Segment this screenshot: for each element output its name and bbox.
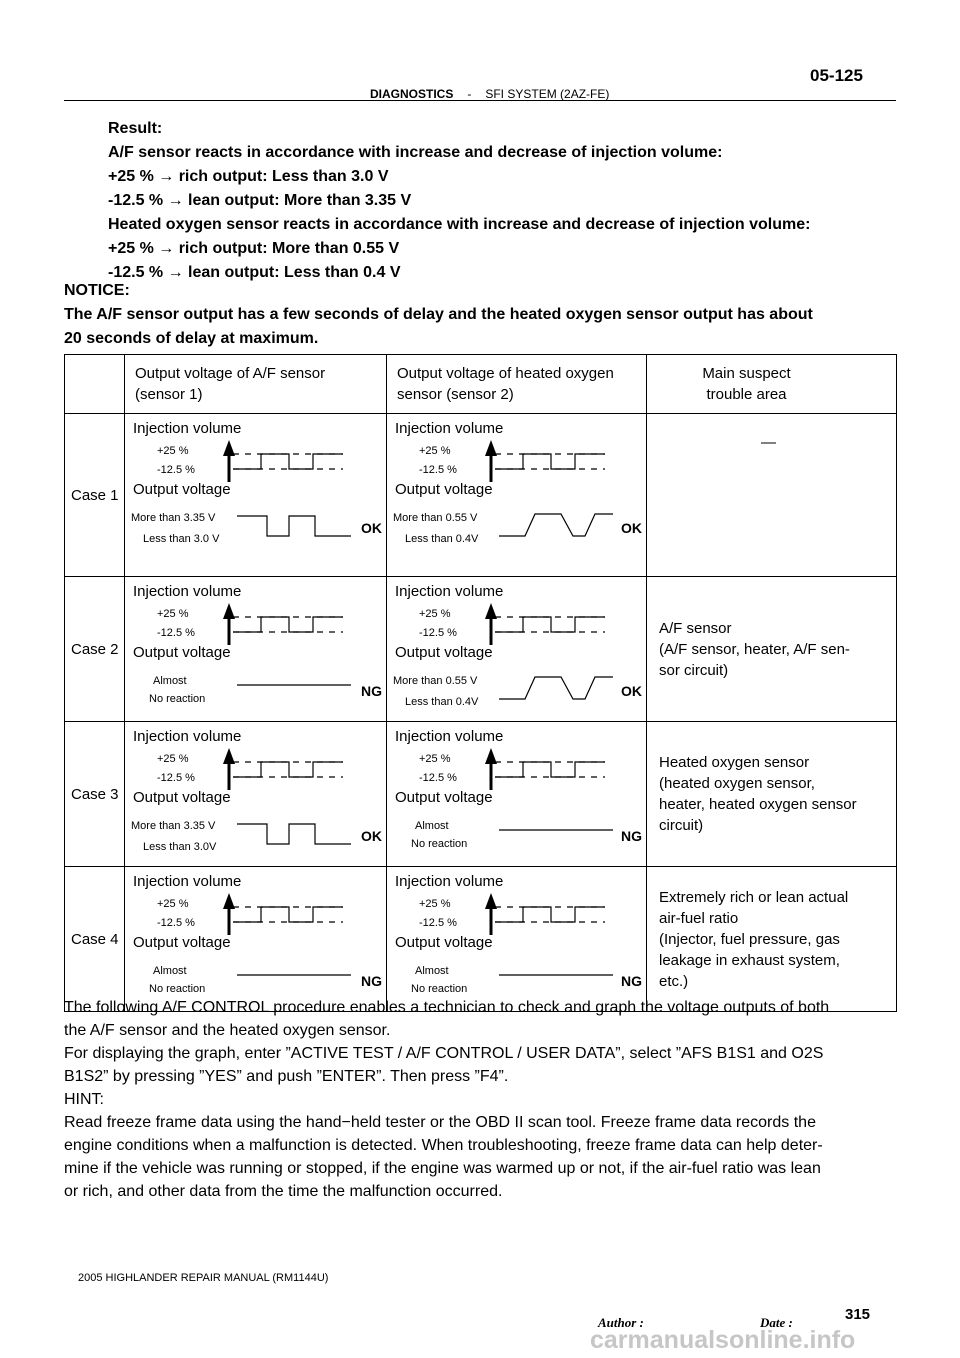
injection-waveform (481, 748, 621, 792)
plus25-label: +25 % (419, 608, 451, 620)
injection-volume-label: Injection volume (395, 728, 504, 745)
injection-volume-label: Injection volume (133, 728, 242, 745)
almost-label: Almost (415, 965, 449, 977)
case-header-cell (65, 355, 125, 414)
body-line: mine if the vehicle was running or stopped, if the engine was warmed up or not, if the air-fuel ratio was lean (64, 1160, 821, 1177)
af-cell (125, 414, 387, 577)
flat-output-line (497, 818, 637, 848)
minus12-label: -12.5 % (419, 464, 457, 476)
ho2-output-waveform (497, 510, 637, 540)
author-label: Author : (598, 1315, 644, 1330)
running-header (370, 87, 609, 101)
low-voltage-label: Less than 0.4V (405, 533, 479, 545)
section-title: DIAGNOSTICS (370, 87, 454, 101)
af-header-cell (125, 355, 387, 414)
injection-volume-label: Injection volume (133, 420, 242, 437)
result-line: -12.5 % → lean output: Less than 0.4 V (108, 264, 401, 281)
case-label: Case 3 (65, 722, 125, 867)
no-reaction-label: No reaction (149, 983, 206, 995)
ho2-header-line: sensor (sensor 2) (397, 386, 514, 403)
manual-footer: 2005 HIGHLANDER REPAIR MANUAL (RM1144U) (78, 1272, 329, 1284)
suspect-line: heater, heated oxygen sensor (659, 796, 857, 813)
low-voltage-label: Less than 3.0V (143, 841, 217, 853)
table-header-row (65, 355, 897, 414)
table-row (65, 414, 897, 577)
minus12-label: -12.5 % (419, 772, 457, 784)
case-label: Case 2 (65, 577, 125, 722)
table-row (65, 722, 897, 867)
verdict-ng: NG (621, 973, 642, 989)
injection-volume-label: Injection volume (395, 420, 504, 437)
injection-waveform (481, 603, 621, 647)
result-line: +25 % → rich output: More than 0.55 V (108, 240, 400, 257)
output-voltage-label: Output voltage (133, 481, 231, 498)
no-reaction-label: No reaction (411, 983, 468, 995)
minus12-label: -12.5 % (419, 627, 457, 639)
injection-waveform (481, 440, 621, 484)
af-header-line: (sensor 1) (135, 386, 203, 403)
suspect-line: air-fuel ratio (659, 909, 739, 927)
high-voltage-label: More than 0.55 V (393, 512, 478, 524)
suspect-line: (heated oxygen sensor, (659, 775, 815, 792)
output-voltage-label: Output voltage (395, 789, 493, 806)
high-voltage-label: More than 0.55 V (393, 675, 478, 687)
af-cell (125, 722, 387, 867)
plus25-label: +25 % (419, 445, 451, 457)
ho2-header-cell (387, 355, 647, 414)
notice-line: The A/F sensor output has a few seconds of delay and the heated oxygen sensor output has about (64, 306, 813, 323)
output-voltage-label: Output voltage (133, 934, 231, 951)
body-line: or rich, and other data from the time the malfunction occurred. (64, 1183, 503, 1200)
body-line: Read freeze frame data using the hand−held tester or the OBD II scan tool. Freeze frame data records the (64, 1114, 816, 1131)
suspect-cell (647, 867, 897, 1012)
injection-waveform (219, 603, 359, 647)
high-voltage-label: More than 3.35 V (131, 512, 216, 524)
flat-output-line (235, 673, 375, 703)
table-row (65, 577, 897, 722)
result-block (108, 117, 810, 285)
plus25-label: +25 % (157, 898, 189, 910)
af-output-waveform (235, 510, 375, 540)
case-label: Case 1 (65, 414, 125, 577)
injection-waveform (219, 748, 359, 792)
table-row (65, 867, 897, 1012)
no-reaction-label: No reaction (411, 838, 468, 850)
injection-volume-label: Injection volume (133, 583, 242, 600)
suspect-cell (647, 722, 897, 867)
high-voltage-label: More than 3.35 V (131, 820, 216, 832)
body-line: the A/F sensor and the heated oxygen sensor. (64, 1022, 391, 1039)
ho2-output-waveform (497, 673, 637, 703)
suspect-cell (647, 577, 897, 722)
ho2-cell (387, 414, 647, 577)
result-line: Result: (108, 120, 163, 137)
injection-waveform (481, 893, 621, 937)
output-voltage-label: Output voltage (395, 934, 493, 951)
ho2-cell (387, 722, 647, 867)
page-number: 05-125 (810, 66, 863, 85)
suspect-line: leakage in exhaust system, (659, 951, 840, 969)
verdict-ok: OK (621, 520, 642, 536)
injection-volume-label: Injection volume (395, 583, 504, 600)
suspect-header-line: Main suspect (702, 365, 791, 382)
suspect-header-cell (647, 355, 897, 414)
result-line: Heated oxygen sensor reacts in accordance with increase and decrease of injection volume: (108, 216, 811, 233)
watermark: carmanualsonline.info (590, 1326, 856, 1354)
suspect-line: (Injector, fuel pressure, gas (659, 930, 840, 948)
header-separator: - (467, 87, 472, 101)
notice-line: 20 seconds of delay at maximum. (64, 330, 319, 347)
result-line: -12.5 % → lean output: More than 3.35 V (108, 192, 412, 209)
body-line: For displaying the graph, enter ”ACTIVE TEST / A/F CONTROL / USER DATA”, select ”AFS B1S1 and O2S (64, 1045, 824, 1062)
minus12-label: -12.5 % (157, 917, 195, 929)
suspect-line: (A/F sensor, heater, A/F sen- (659, 640, 850, 658)
body-paragraph (64, 996, 898, 1203)
injection-volume-label: Injection volume (133, 873, 242, 890)
injection-waveform (219, 893, 359, 937)
date-label: Date : (760, 1315, 793, 1330)
verdict-ok: OK (621, 683, 642, 699)
ho2-cell (387, 867, 647, 1012)
af-cell (125, 577, 387, 722)
result-line: +25 % → rich output: Less than 3.0 V (108, 168, 389, 185)
body-line: The following A/F CONTROL procedure enables a technician to check and graph the voltage outputs of both (64, 999, 830, 1016)
minus12-label: -12.5 % (419, 917, 457, 929)
minus12-label: -12.5 % (157, 627, 195, 639)
suspect-cell: — (647, 414, 897, 577)
case-label: Case 4 (65, 867, 125, 1012)
af-cell (125, 867, 387, 1012)
injection-waveform (219, 440, 359, 484)
verdict-ng: NG (361, 683, 382, 699)
suspect-header-line: trouble area (706, 386, 787, 403)
diagnosis-table (64, 354, 897, 1012)
hint-heading: HINT: (64, 1091, 104, 1108)
plus25-label: +25 % (419, 753, 451, 765)
notice-heading: NOTICE: (64, 282, 130, 299)
plus25-label: +25 % (157, 608, 189, 620)
flat-output-line (235, 963, 375, 993)
verdict-ng: NG (361, 973, 382, 989)
body-line: engine conditions when a malfunction is detected. When troubleshooting, freeze frame data can help deter- (64, 1137, 823, 1154)
output-voltage-label: Output voltage (395, 644, 493, 661)
low-voltage-label: Less than 0.4V (405, 696, 479, 708)
notice-block (64, 279, 904, 351)
suspect-line: Heated oxygen sensor (659, 754, 810, 771)
verdict-ok: OK (361, 520, 382, 536)
plus25-label: +25 % (157, 753, 189, 765)
output-voltage-label: Output voltage (133, 789, 231, 806)
flat-output-line (497, 963, 637, 993)
output-voltage-label: Output voltage (395, 481, 493, 498)
suspect-line: circuit) (659, 817, 704, 834)
plus25-label: +25 % (419, 898, 451, 910)
suspect-line: A/F sensor (659, 619, 732, 637)
body-line: B1S2” by pressing ”YES” and push ”ENTER”. Then press ”F4”. (64, 1068, 509, 1085)
ho2-header-line: Output voltage of heated oxygen (397, 365, 614, 382)
af-output-waveform (235, 818, 375, 848)
minus12-label: -12.5 % (157, 464, 195, 476)
plus25-label: +25 % (157, 445, 189, 457)
suspect-line: etc.) (659, 972, 689, 990)
almost-label: Almost (153, 675, 187, 687)
header-rule (64, 100, 896, 101)
output-voltage-label: Output voltage (133, 644, 231, 661)
result-line: A/F sensor reacts in accordance with increase and decrease of injection volume: (108, 144, 723, 161)
low-voltage-label: Less than 3.0 V (143, 533, 220, 545)
injection-volume-label: Injection volume (395, 873, 504, 890)
almost-label: Almost (415, 820, 449, 832)
verdict-ng: NG (621, 828, 642, 844)
af-header-line: Output voltage of A/F sensor (135, 365, 326, 382)
suspect-line: sor circuit) (659, 661, 729, 679)
minus12-label: -12.5 % (157, 772, 195, 784)
subsection-title: SFI SYSTEM (2AZ-FE) (485, 87, 610, 101)
almost-label: Almost (153, 965, 187, 977)
no-reaction-label: No reaction (149, 693, 206, 705)
verdict-ok: OK (361, 828, 382, 844)
footer-page-number: 315 (845, 1306, 871, 1323)
suspect-line: Extremely rich or lean actual (659, 888, 849, 906)
ho2-cell (387, 577, 647, 722)
